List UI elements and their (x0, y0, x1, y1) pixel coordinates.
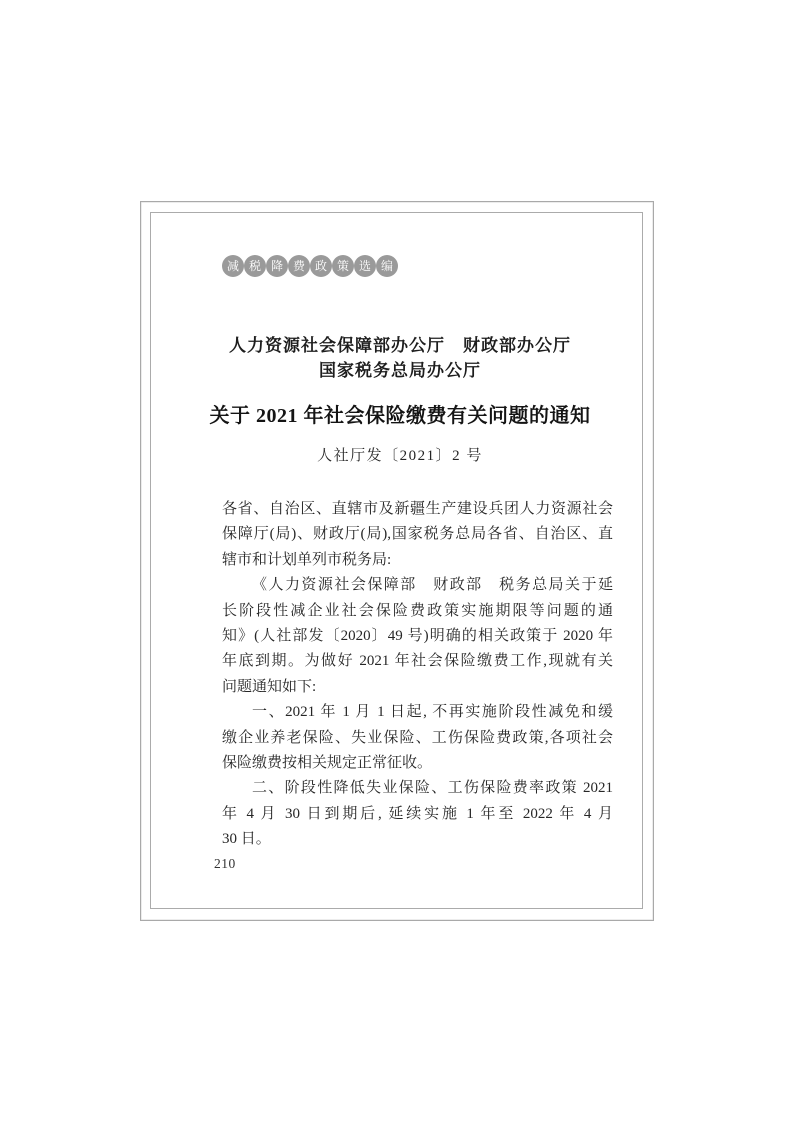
body-line: 保障厅(局)、财政厅(局),国家税务总局各省、自治区、直 (222, 526, 613, 543)
page-number: 210 (214, 856, 236, 871)
body-line: 长阶段性减企业社会保险费政策实施期限等问题的通 (222, 602, 613, 619)
document-title: 关于 2021 年社会保险缴费有关问题的通知 (209, 405, 591, 427)
badge-char-circle: 税 (244, 255, 266, 277)
series-title-badge (222, 255, 398, 277)
body-line: 30 日。 (222, 831, 271, 848)
badge-char-circle: 降 (266, 255, 288, 277)
body-line: 缴企业养老保险、失业保险、工伤保险费政策,各项社会 (222, 729, 613, 746)
body-line: 保险缴费按相关规定正常征收。 (222, 754, 433, 771)
body-line: 二、阶段性降低失业保险、工伤保险费率政策 2021 (252, 780, 613, 797)
org-line-1: 人力资源社会保障部办公厅 财政部办公厅 (229, 336, 571, 355)
issuing-organizations (160, 333, 640, 383)
body-line: 知》(人社部发〔2020〕49 号)明确的相关政策于 2020 年 (222, 627, 613, 644)
badge-char-circle: 选 (354, 255, 376, 277)
body-line: 年 4 月 30 日到期后, 延续实施 1 年至 2022 年 4 月 (222, 805, 613, 822)
badge-char-circle: 策 (332, 255, 354, 277)
document-number: 人社厅发〔2021〕2 号 (317, 448, 483, 464)
badge-char-circle: 减 (222, 255, 244, 277)
badge-char-circle: 费 (288, 255, 310, 277)
badge-char-circle: 政 (310, 255, 332, 277)
document-body (222, 497, 613, 852)
body-line: 问题通知如下: (222, 678, 317, 695)
body-line: 各省、自治区、直辖市及新疆生产建设兵团人力资源社会 (222, 501, 613, 517)
body-line: 辖市和计划单列市税务局: (222, 551, 392, 568)
badge-char-circle: 编 (376, 255, 398, 277)
body-line: 《人力资源社会保障部 财政部 税务总局关于延 (252, 577, 613, 594)
body-line: 一、2021 年 1 月 1 日起, 不再实施阶段性减免和缓 (252, 704, 613, 721)
org-line-2: 国家税务总局办公厅 (319, 361, 481, 380)
body-line: 年底到期。为做好 2021 年社会保险缴费工作,现就有关 (222, 653, 613, 670)
